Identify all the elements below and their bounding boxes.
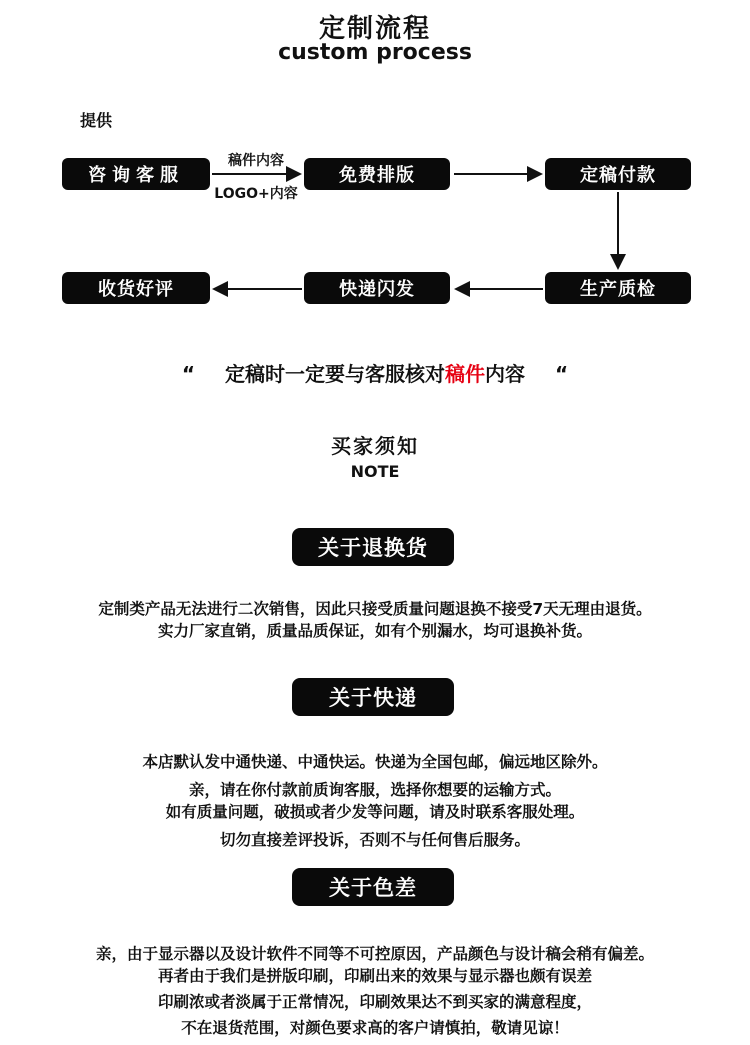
color-line-3: 印刷浓或者淡属于正常情况，印刷效果达不到买家的满意程度， [157, 993, 592, 1011]
close-quote: “ [555, 362, 569, 386]
flow-arrows [0, 0, 750, 330]
page-title: 定制流程 [318, 14, 431, 44]
step-express-ship: 快递闪发 [304, 272, 450, 304]
provide-label: 提供 [80, 111, 113, 130]
returns-line-2: 实力厂家直销，质量品质保证，如有个别漏水，均可退换补货。 [157, 622, 592, 640]
notice-text-after: 内容 [485, 362, 525, 386]
notice-text-before: 定稿时一定要与客服核对 [225, 362, 445, 386]
arrow-label-bottom: LOGO+内容 [214, 186, 298, 202]
color-line-2: 再者由于我们是拼版印刷，印刷出来的效果与显示器也颇有误差 [157, 967, 592, 985]
note-title: 买家须知 [331, 434, 419, 458]
step-production-qc: 生产质检 [545, 272, 691, 304]
notice-highlight: 稿件 [445, 362, 485, 386]
returns-line-1: 定制类产品无法进行二次销售，因此只接受质量问题退换不接受7天无理由退货。 [98, 600, 652, 618]
express-line-2: 亲，请在你付款前质询客服，选择你想要的运输方式。 [188, 781, 561, 799]
page-subtitle: custom process [278, 40, 472, 65]
express-line-3: 如有质量问题，破损或者少发等问题，请及时联系客服处理。 [165, 803, 585, 821]
step-free-layout: 免费排版 [304, 158, 450, 190]
open-quote: “ [181, 362, 195, 386]
arrow-label-top: 稿件内容 [228, 153, 284, 169]
step-receive-review: 收货好评 [62, 272, 210, 304]
color-line-4: 不在退货范围，对颜色要求高的客户请慎拍，敬请见谅！ [181, 1019, 569, 1037]
express-line-4: 切勿直接差评投诉，否则不与任何售后服务。 [219, 831, 530, 849]
notice-line [0, 358, 750, 387]
step-consult-service: 咨询客服 [62, 158, 210, 190]
express-line-1: 本店默认发中通快递、中通快运。快递为全国包邮，偏远地区除外。 [142, 753, 608, 771]
section-express-title: 关于快递 [292, 678, 454, 716]
section-color-title: 关于色差 [292, 868, 454, 906]
note-subtitle: NOTE [350, 462, 400, 481]
color-line-1: 亲，由于显示器以及设计软件不同等不可控原因，产品颜色与设计稿会稍有偏差。 [95, 945, 654, 963]
step-confirm-pay: 定稿付款 [545, 158, 691, 190]
section-returns-title: 关于退换货 [292, 528, 454, 566]
